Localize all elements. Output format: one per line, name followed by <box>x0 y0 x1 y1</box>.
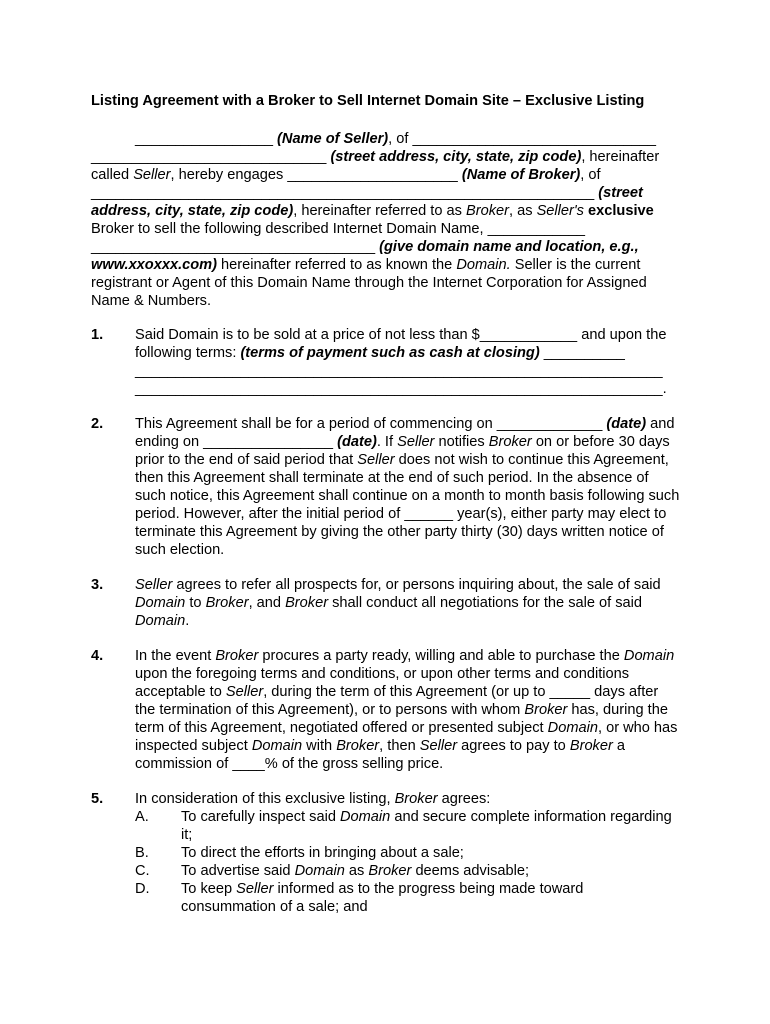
section-body: This Agreement shall be for a period of commencing on _____________ (date) and ending on ________________ (date). If Seller notifies Broker on or before 30 days prior to the end of said period that Seller does not wish to continue this Agreement, then this Agreement shall terminate at the end of such period. In the absence of such notice, this Agreement shall continue on a month to month basis following such period. However, after the initial period of ______ year(s), either party may elect to terminate this Agreement by giving the other party thirty (30) days written notice of such election. <box>135 416 680 558</box>
document-title: Listing Agreement with a Broker to Sell Internet Domain Site – Exclusive Listing <box>91 93 645 109</box>
street-address-label: (street address, city, state, zip code) <box>330 149 582 165</box>
section-number: 3. <box>91 577 104 593</box>
section-body: In the event Broker procures a party ready, willing and able to purchase the Domain upon the foregoing terms and conditions, or upon other terms and conditions acceptable to Seller, during the term of this Agreement (or up to _____ days after the termination of this Agreement), or to persons with whom Broker has, during the term of this Agreement, negotiated offered or presented subject Domain, or who has inspected subject Domain with Broker, then Seller agrees to pay to Broker a commission of ____% of the gross selling price. <box>135 648 678 772</box>
list-letter: D. <box>135 881 150 897</box>
section-5 <box>91 790 681 916</box>
name-of-seller-label: (Name of Seller) <box>277 131 389 147</box>
section-3 <box>91 576 681 630</box>
section-body: Said Domain is to be sold at a price of not less than $____________ and upon the following terms: (terms of payment such as cash at closing) __________ _________________________________________________________________ _________________________________________________________________. <box>135 327 667 397</box>
list-letter: B. <box>135 845 149 861</box>
list-item: C. To advertise said Domain as Broker deems advisable; <box>135 863 530 879</box>
section-number: 2. <box>91 416 104 432</box>
list-item: A. To carefully inspect said Domain and secure complete information regarding it; <box>135 809 672 843</box>
section-number: 5. <box>91 791 104 807</box>
name-of-broker-label: (Name of Broker) <box>461 167 581 183</box>
list-item: D. To keep Seller informed as to the progress being made toward consummation of a sale; and <box>135 881 584 915</box>
list-letter: C. <box>135 863 150 879</box>
list-item: B. To direct the efforts in bringing about a sale; <box>135 845 464 861</box>
section-2 <box>91 415 681 559</box>
intro-text: _________________ (Name of Seller), of ______________________________ _____________________________ (street address, city, state, zip code), hereinafter called Seller, hereby engages _____________________ (Name of Broker), of ______________________________________________________________ (street address, city, state, zip code), hereinafter referred to as Broker, as Seller's exclusive Broker to sell the following described Internet Domain Name, ____________ ___________________________________ (give domain name and location, e.g., www.xxoxxx.com) hereinafter referred to as known the Domain. Seller is the current registrant or Agent of this Domain Name through the Internet Corporation for Assigned Name & Numbers. <box>91 131 660 309</box>
section-body: Seller agrees to refer all prospects for, or persons inquiring about, the sale of said Domain to Broker, and Broker shall conduct all negotiations for the sale of said Domain. <box>135 577 661 629</box>
intro-paragraph <box>91 130 681 310</box>
section-number: 4. <box>91 648 104 664</box>
section-body: In consideration of this exclusive listing, Broker agrees: <box>135 791 491 807</box>
give-domain-label: (give domain name and location, e.g., www.xxoxxx.com) <box>91 239 639 273</box>
list-letter: A. <box>135 809 149 825</box>
section-number: 1. <box>91 327 104 343</box>
section-4 <box>91 647 681 773</box>
section-1 <box>91 326 681 398</box>
